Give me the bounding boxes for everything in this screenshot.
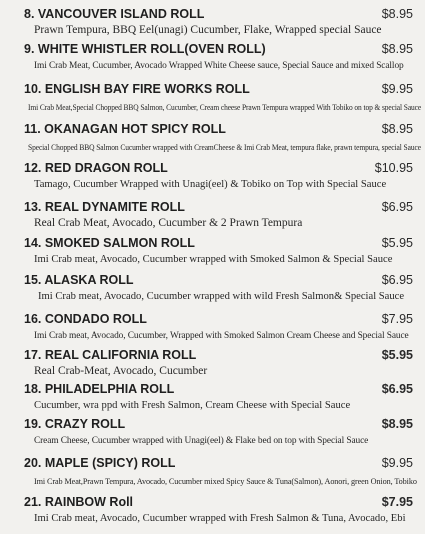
item-price: $8.95	[381, 122, 413, 136]
menu-item-15	[0, 272, 425, 312]
menu-item-8	[0, 6, 425, 46]
item-price: $6.95	[381, 382, 413, 396]
menu-item-10	[0, 81, 425, 121]
menu-item-19	[0, 416, 425, 456]
item-description: Imi Crab Meat,Special Chopped BBQ Salmon, Cucumber, Cream cheese Prawn Tempura wrapped With Tobiko on top & special Sauce	[28, 103, 422, 112]
item-description: Imi Crab Meat,Prawn Tempura, Avocado, Cucumber mixed Spicy Sauce & Tuna(Salmon), Aonori, green Onion, Tobiko	[34, 477, 417, 486]
item-description: Prawn Tempura, BBQ Eel(unagi) Cucumber, Flake, Wrapped special Sauce	[34, 24, 382, 36]
item-price: $8.95	[381, 42, 413, 56]
menu-item-16	[0, 311, 425, 351]
item-name: 9. WHITE WHISTLER ROLL(OVEN ROLL)	[24, 42, 266, 56]
item-price: $6.95	[381, 273, 413, 287]
item-price: $7.95	[381, 312, 413, 326]
item-description: Imi Crab meat, Avocado, Cucumber wrapped with wild Fresh Salmon& Special Sauce	[38, 291, 405, 302]
item-price: $8.95	[381, 417, 413, 431]
item-description: Real Crab Meat, Avocado, Cucumber & 2 Prawn Tempura	[34, 217, 303, 229]
item-description: Cucumber, wra ppd with Fresh Salmon, Cream Cheese with Special Sauce	[34, 400, 351, 411]
menu-item-13	[0, 199, 425, 239]
menu-item-20	[0, 455, 425, 495]
menu-item-12	[0, 160, 425, 200]
item-price: $9.95	[381, 456, 413, 470]
item-name: 16. CONDADO ROLL	[24, 312, 147, 326]
item-name: 17. REAL CALIFORNIA ROLL	[24, 348, 197, 362]
item-description: Special Chopped BBQ Salmon Cucumber wrapped with CreamCheese & Imi Crab Meat, tempura flake, prawn tempura, special Sauce	[28, 143, 421, 152]
menu-item-9	[0, 41, 425, 81]
item-price: $9.95	[381, 82, 413, 96]
item-price: $10.95	[374, 161, 413, 175]
menu-item-18	[0, 381, 425, 421]
item-description: Imi Crab meat, Avocado, Cucumber wrapped with Fresh Salmon & Tuna, Avocado, Ebi	[34, 513, 406, 524]
item-price: $5.95	[381, 348, 413, 362]
item-description: Imi Crab meat, Avocado, Cucumber wrapped with Smoked Salmon & Special Sauce	[34, 254, 393, 265]
item-price: $5.95	[381, 236, 413, 250]
menu-item-11	[0, 121, 425, 161]
item-name: 10. ENGLISH BAY FIRE WORKS ROLL	[24, 82, 250, 96]
item-name: 14. SMOKED SALMON ROLL	[24, 236, 195, 250]
menu-item-14	[0, 235, 425, 275]
item-description: Tamago, Cucumber Wrapped with Unagi(eel) & Tobiko on Top with Special Sauce	[34, 179, 387, 190]
item-description: Imi Crab meat, Avocado, Cucumber, Wrapped with Smoked Salmon Cream Cheese and Special Sauce	[34, 331, 409, 341]
item-name: 15. ALASKA ROLL	[24, 273, 134, 287]
item-price: $6.95	[381, 200, 413, 214]
item-name: 19. CRAZY ROLL	[24, 417, 126, 431]
item-name: 12. RED DRAGON ROLL	[24, 161, 168, 175]
item-name: 8. VANCOUVER ISLAND ROLL	[24, 7, 205, 21]
menu-item-21	[0, 494, 425, 534]
item-name: 13. REAL DYNAMITE ROLL	[24, 200, 185, 214]
item-name: 21. RAINBOW Roll	[24, 495, 134, 509]
item-price: $7.95	[381, 495, 413, 509]
item-description: Imi Crab Meat, Cucumber, Avocado Wrapped White Cheese sauce, Special Sauce and mixed Scallop	[34, 61, 404, 71]
item-name: 20. MAPLE (SPICY) ROLL	[24, 456, 176, 470]
item-price: $8.95	[381, 7, 413, 21]
item-description: Cream Cheese, Cucumber wrapped with Unagi(eel) & Flake bed on top with Special Sauce	[34, 436, 369, 446]
item-description: Real Crab-Meat, Avocado, Cucumber	[34, 365, 208, 377]
item-name: 11. OKANAGAN HOT SPICY ROLL	[24, 122, 226, 136]
item-name: 18. PHILADELPHIA ROLL	[24, 382, 175, 396]
